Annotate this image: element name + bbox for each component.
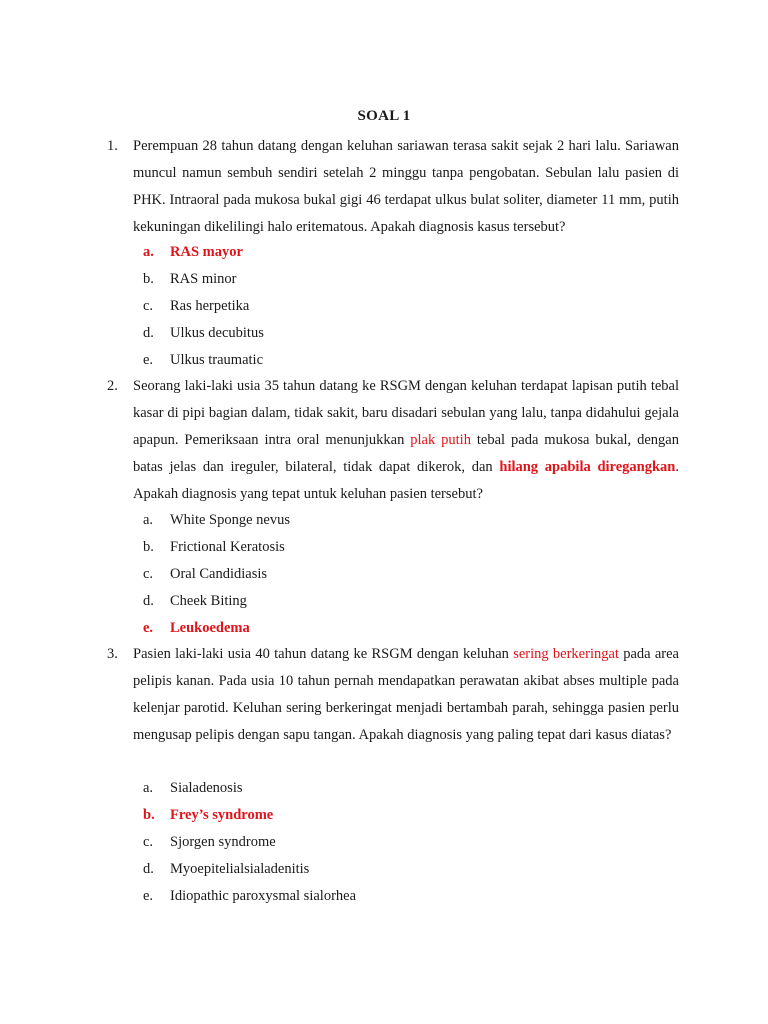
question-text-segment: tebal pada mukosa bukal, dengan batas jelas dan ireguler, bilateral, tidak dapat dikerok, dan bbox=[133, 432, 679, 475]
answer-option bbox=[0, 266, 768, 293]
option-letter: b. bbox=[143, 271, 154, 287]
option-text: Idiopathic paroxysmal sialorhea bbox=[170, 888, 357, 904]
option-text: RAS minor bbox=[170, 271, 237, 287]
answer-option-correct bbox=[0, 802, 768, 829]
answer-option bbox=[0, 507, 768, 534]
answer-options-2 bbox=[0, 507, 768, 642]
question-number: 1. bbox=[107, 138, 118, 154]
answer-option-correct bbox=[0, 239, 768, 266]
option-letter: e. bbox=[143, 888, 154, 904]
option-letter: d. bbox=[143, 325, 154, 341]
option-text: Sialadenosis bbox=[170, 780, 243, 796]
answer-option bbox=[0, 534, 768, 561]
option-text: Myoepitelialsialadenitis bbox=[170, 861, 310, 877]
highlight-hilang-apabila-diregangkan: hilang apabila diregangkan bbox=[499, 459, 676, 475]
option-text: Ulkus decubitus bbox=[170, 325, 264, 341]
option-letter: e. bbox=[143, 352, 154, 368]
option-text: Frey’s syndrome bbox=[170, 807, 274, 823]
option-text: White Sponge nevus bbox=[170, 512, 291, 528]
answer-option-correct bbox=[0, 615, 768, 642]
highlight-plak-putih: plak putih bbox=[410, 432, 471, 448]
answer-option bbox=[0, 883, 768, 910]
answer-options-1 bbox=[0, 239, 768, 374]
question-text bbox=[133, 641, 679, 749]
option-letter: a. bbox=[143, 244, 154, 260]
option-text: Frictional Keratosis bbox=[170, 539, 285, 555]
option-letter: b. bbox=[143, 539, 154, 555]
option-letter: c. bbox=[143, 566, 154, 582]
option-text: Oral Candidiasis bbox=[170, 566, 268, 582]
option-text: Ulkus traumatic bbox=[170, 352, 264, 368]
option-letter: d. bbox=[143, 593, 154, 609]
answer-option bbox=[0, 561, 768, 588]
page-title: SOAL 1 bbox=[357, 108, 411, 124]
question-text-segment: Seorang laki-laki usia 35 tahun datang ke RSGM dengan keluhan terdapat lapisan putih tebal kasar di pipi bagian dalam, tidak sakit, baru disadari sebulan yang lalu, tanpa didahului gejala apapun. Pemeriksaan intra oral menunjukkan bbox=[133, 378, 679, 448]
answer-option bbox=[0, 293, 768, 320]
question-text bbox=[133, 373, 679, 508]
answer-option bbox=[0, 320, 768, 347]
option-letter: b. bbox=[143, 807, 155, 823]
option-letter: d. bbox=[143, 861, 154, 877]
option-letter: a. bbox=[143, 780, 154, 796]
answer-option bbox=[0, 347, 768, 374]
option-text: Ras herpetika bbox=[170, 298, 250, 314]
highlight-sering-berkeringat: sering berkeringat bbox=[513, 646, 619, 662]
answer-option bbox=[0, 829, 768, 856]
option-text: Cheek Biting bbox=[170, 593, 247, 609]
question-text bbox=[133, 133, 679, 241]
answer-option bbox=[0, 856, 768, 883]
option-letter: c. bbox=[143, 298, 154, 314]
option-letter: c. bbox=[143, 834, 154, 850]
answer-options-3 bbox=[0, 775, 768, 910]
option-text: Leukoedema bbox=[170, 620, 250, 636]
question-text-segment: pada area pelipis kanan. Pada usia 10 tahun pernah mendapatkan perawatan akibat abses multiple pada kelenjar parotid. Keluhan sering berkeringat menjadi bertambah parah, sehingga pasien perlu mengusap pelipis dengan sapu tangan. Apakah diagnosis yang paling tepat dari kasus diatas? bbox=[133, 646, 679, 743]
question-text-segment: Pasien laki-laki usia 40 tahun datang ke RSGM dengan keluhan bbox=[133, 646, 514, 662]
question-text-segment: . Apakah diagnosis yang tepat untuk keluhan pasien tersebut? bbox=[133, 459, 679, 502]
question-number: 3. bbox=[107, 646, 118, 662]
option-text: Sjorgen syndrome bbox=[170, 834, 276, 850]
option-letter: a. bbox=[143, 512, 154, 528]
question-text-segment: Perempuan 28 tahun datang dengan keluhan sariawan terasa sakit sejak 2 hari lalu. Sariawan muncul namun sembuh sendiri setelah 2 minggu tanpa pengobatan. Sebulan lalu pasien di PHK. Intraoral pada mukosa bukal gigi 46 terdapat ulkus bulat soliter, diameter 11 mm, putih kekuningan dikelilingi halo eritematous. Apakah diagnosis kasus tersebut? bbox=[133, 138, 679, 235]
question-number: 2. bbox=[107, 378, 118, 394]
option-text: RAS mayor bbox=[170, 244, 243, 260]
answer-option bbox=[0, 775, 768, 802]
option-letter: e. bbox=[143, 620, 154, 636]
answer-option bbox=[0, 588, 768, 615]
